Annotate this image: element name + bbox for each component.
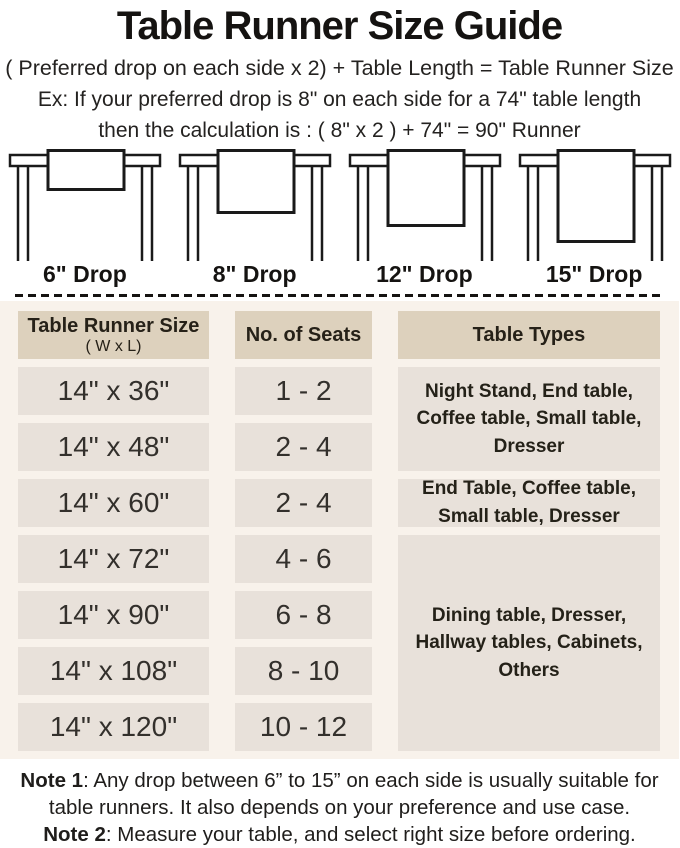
- drop-label-15: 15" Drop: [545, 261, 643, 287]
- table-diagram-8-drop: [170, 149, 340, 261]
- table-types-text: Night Stand, End table, Coffee table, Small table, Dresser: [416, 380, 642, 457]
- dashed-divider: [15, 294, 665, 297]
- example-line-2: then the calculation is : ( 8" x 2 ) + 74" = 90" Runner: [98, 119, 581, 142]
- table-types-text: End Table, Coffee table, Small table, Dresser: [422, 478, 636, 527]
- size-value: 14" x 72": [57, 543, 170, 574]
- seats-cell: [235, 367, 372, 415]
- column-header-size: [18, 311, 209, 359]
- column-header-size-sub: ( W x L): [85, 337, 142, 355]
- table-types-text: Dining table, Dresser, Hallway tables, Cabinets, Others: [415, 604, 643, 681]
- drop-illustrations-row: [0, 149, 679, 261]
- table-diagram-12-drop: [340, 149, 510, 261]
- example-line-1: Ex: If your preferred drop is 8" on each side for a 74" table length: [37, 88, 642, 111]
- size-value: 14" x 60": [57, 487, 170, 518]
- seats-value: 6 - 8: [275, 599, 332, 630]
- runner-rect: [558, 151, 634, 242]
- size-value: 14" x 120": [49, 711, 178, 742]
- seats-cell: [235, 423, 372, 471]
- table-types-group-small: [398, 367, 660, 471]
- size-value: 14" x 48": [57, 431, 170, 462]
- seats-cell: [235, 591, 372, 639]
- note-1-line-1: [0, 767, 679, 794]
- size-cell: [18, 535, 209, 583]
- note-1-label: Note 1: [20, 769, 84, 792]
- note-1-text: : Any drop between 6” to 15” on each side is usually suitable for: [83, 769, 659, 792]
- seats-value: 4 - 6: [275, 543, 332, 574]
- notes-section: [0, 767, 679, 848]
- formula-text: ( Preferred drop on each side x 2) + Table Length = Table Runner Size: [5, 56, 674, 80]
- size-cell: [18, 423, 209, 471]
- runner-rect: [388, 151, 464, 226]
- runner-rect: [48, 151, 124, 190]
- size-value: 14" x 36": [57, 375, 170, 406]
- drop-label-12: 12" Drop: [376, 261, 473, 287]
- note-2-text: : Measure your table, and select right size before ordering.: [105, 823, 636, 847]
- drop-label-6: 6" Drop: [43, 261, 127, 287]
- column-header-seats: No. of Seats: [235, 311, 372, 359]
- seats-value: 8 - 10: [267, 655, 340, 686]
- note-2-line: [0, 821, 679, 848]
- runner-rect: [218, 151, 294, 213]
- note-1-line-2: table runners. It also depends on your preference and use case.: [48, 796, 631, 820]
- column-header-types: Table Types: [398, 311, 660, 359]
- size-value: 14" x 90": [57, 599, 170, 630]
- seats-value: 10 - 12: [259, 711, 348, 742]
- seats-value: 2 - 4: [275, 431, 332, 462]
- size-table-section: [0, 301, 679, 759]
- table-types-group-medium: [398, 479, 660, 527]
- seats-cell: [235, 535, 372, 583]
- size-cell: [18, 703, 209, 751]
- size-value: 14" x 108": [49, 655, 178, 686]
- size-cell: [18, 479, 209, 527]
- table-types-group-large: [398, 535, 660, 751]
- seats-cell: [235, 479, 372, 527]
- page-title: Table Runner Size Guide: [116, 4, 563, 48]
- column-header-size-title: Table Runner Size: [27, 314, 200, 337]
- seats-value: 1 - 2: [275, 375, 332, 406]
- size-cell: [18, 591, 209, 639]
- seats-value: 2 - 4: [275, 487, 332, 518]
- size-cell: [18, 647, 209, 695]
- drop-labels-row: [0, 261, 679, 288]
- drop-label-8: 8" Drop: [212, 261, 297, 287]
- note-2-label: Note 2: [43, 823, 106, 847]
- size-table: [18, 311, 679, 751]
- table-diagram-6-drop: [0, 149, 170, 261]
- seats-cell: [235, 703, 372, 751]
- size-cell: [18, 367, 209, 415]
- seats-cell: [235, 647, 372, 695]
- table-diagram-15-drop: [510, 149, 680, 261]
